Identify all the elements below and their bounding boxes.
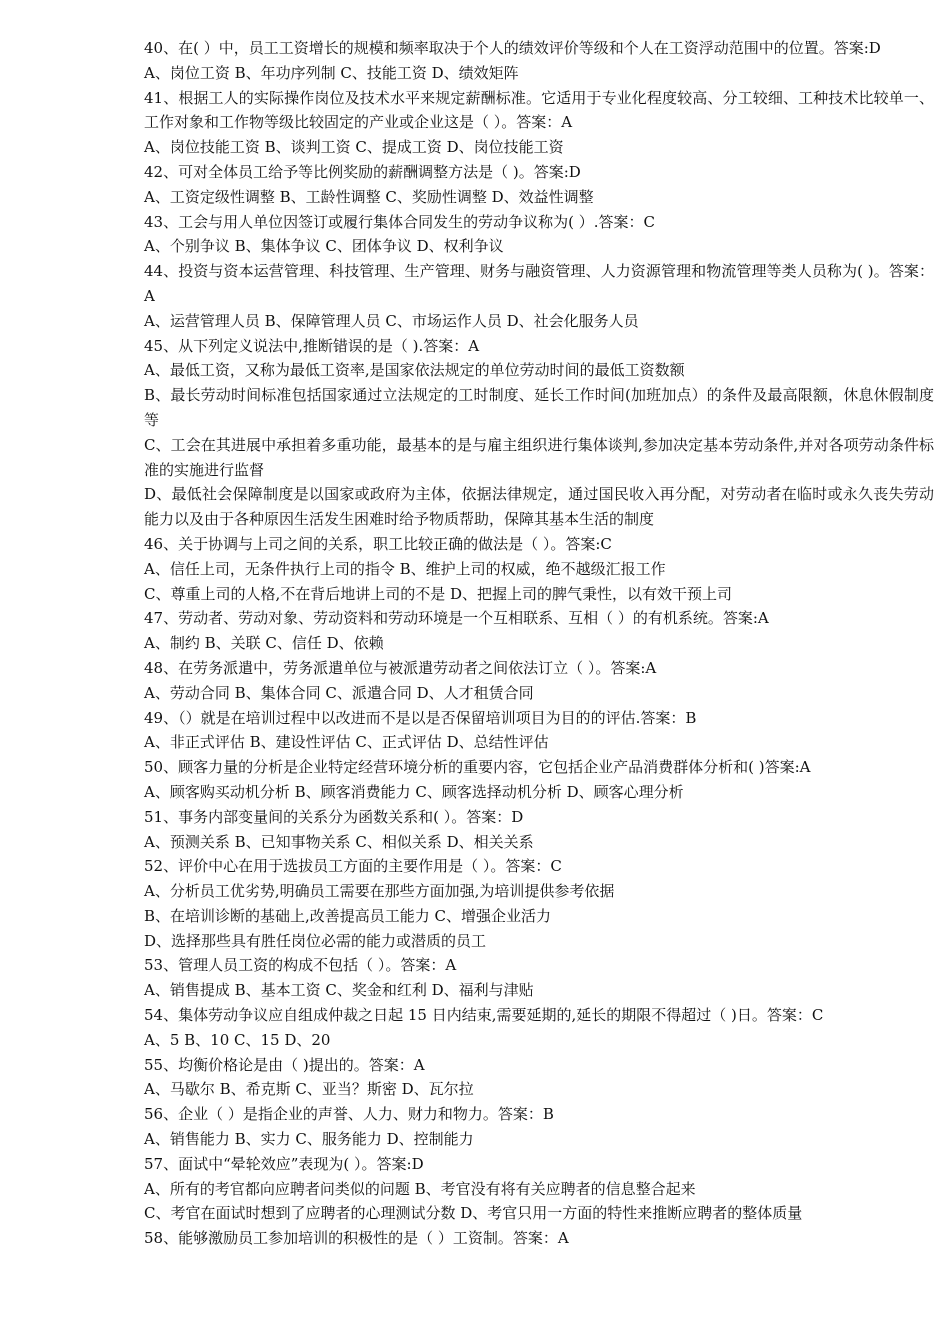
question-46-options-cd: C、尊重上司的人格,不在背后地讲上司的不是 D、把握上司的脾气秉性，以有效干预上司 (144, 584, 733, 603)
question-47-options: A、制约 B、关联 C、信任 D、依赖 (144, 634, 384, 653)
question-45-option-a: A、最低工资，又称为最低工资率,是国家依法规定的单位劳动时间的最低工资数额 (144, 361, 685, 380)
question-54-options: A、5 B、10 C、15 D、20 (144, 1030, 331, 1049)
question-54-stem: 54、集体劳动争议应自组成仲裁之日起 15 日内结束,需要延期的,延长的期限不得超过（ )日。答案：C (144, 1006, 824, 1025)
question-45-stem: 45、从下列定义说法中,推断错误的是（ ).答案：A (144, 336, 480, 355)
question-57-stem: 57、面试中“晕轮效应”表现为( ）。答案:D (144, 1154, 424, 1173)
question-40-stem: 40、在( ）中，员工工资增长的规模和频率取决于个人的绩效评价等级和个人在工资浮动范围中的位置。答案:D (144, 39, 881, 57)
question-48-stem: 48、在劳务派遣中，劳务派遣单位与被派遣劳动者之间依法订立（ ）。答案:A (144, 658, 657, 677)
question-47-stem: 47、劳动者、劳动对象、劳动资料和劳动环境是一个互相联系、互相（ ）的有机系统。答案:A (144, 609, 769, 628)
question-50-stem: 50、顾客力量的分析是企业特定经营环境分析的重要内容，它包括企业产品消费群体分析和( )答案:A (144, 758, 811, 777)
question-52-option-d: D、选择那些具有胜任岗位必需的能力或潜质的员工 (144, 931, 487, 950)
question-55-options: A、马歇尔 B、希克斯 C、亚当？斯密 D、瓦尔拉 (144, 1080, 474, 1099)
question-49-stem: 49、（）就是在培训过程中以改进而不是以是否保留培训项目为目的的评估.答案：B (144, 708, 697, 727)
question-44-stem: 44、投资与资本运营管理、科技管理、生产管理、财务与融资管理、人力资源管理和物流管理等类人员称为( )。答案：A (144, 262, 934, 305)
question-46-stem: 46、关于协调与上司之间的关系，职工比较正确的做法是（ ）。答案:C (144, 534, 612, 553)
question-49-options: A、非正式评估 B、建设性评估 C、正式评估 D、总结性评估 (144, 733, 549, 752)
question-57-options-ab: A、所有的考官都向应聘者问类似的问题 B、考官没有将有关应聘者的信息整合起来 (144, 1179, 696, 1198)
question-43-options: A、个别争议 B、集体争议 C、团体争议 D、权利争议 (144, 237, 504, 256)
question-52-stem: 52、评价中心在用于选拔员工方面的主要作用是（ ）。答案：C (144, 857, 562, 876)
document-page (144, 36, 934, 1251)
question-57-options-cd: C、考官在面试时想到了应聘者的心理测试分数 D、考官只用一方面的特性来推断应聘者的整体质量 (144, 1204, 803, 1223)
question-51-stem: 51、事务内部变量间的关系分为函数关系和( ）。答案：D (144, 807, 524, 826)
question-53-options: A、销售提成 B、基本工资 C、奖金和红利 D、福利与津贴 (144, 981, 534, 1000)
question-48-options: A、劳动合同 B、集体合同 C、派遣合同 D、人才租赁合同 (144, 683, 534, 702)
question-44-options: A、运营管理人员 B、保障管理人员 C、市场运作人员 D、社会化服务人员 (144, 311, 639, 330)
question-52-options-bc: B、在培训诊断的基础上,改善提高员工能力 C、增强企业活力 (144, 906, 552, 925)
question-41-options: A、岗位技能工资 B、谈判工资 C、提成工资 D、岗位技能工资 (144, 138, 564, 157)
question-40-options: A、岗位工资 B、年功序列制 C、技能工资 D、绩效矩阵 (144, 63, 519, 82)
question-46-options-ab: A、信任上司，无条件执行上司的指令 B、维护上司的权威，绝不越级汇报工作 (144, 559, 666, 578)
question-56-options: A、销售能力 B、实力 C、服务能力 D、控制能力 (144, 1130, 474, 1149)
question-42-stem: 42、可对全体员工给予等比例奖励的薪酬调整方法是（ )。答案:D (144, 162, 581, 181)
question-45-option-d: D、最低社会保障制度是以国家或政府为主体，依据法律规定，通过国民收入再分配，对劳动者在临时或永久丧失劳动能力以及由于各种原因生活发生困难时给予物质帮助，保障其基本生活的制度 (144, 485, 934, 529)
question-52-option-a: A、分析员工优劣势,明确员工需要在那些方面加强,为培训提供参考依据 (144, 882, 615, 901)
question-55-stem: 55、均衡价格论是由（ )提出的。答案：A (144, 1055, 425, 1074)
question-58-stem: 58、能够激励员工参加培训的积极性的是（ ）工资制。答案：A (144, 1229, 569, 1248)
question-56-stem: 56、企业（ ）是指企业的声誉、人力、财力和物力。答案：B (144, 1105, 554, 1124)
question-42-options: A、工资定级性调整 B、工龄性调整 C、奖励性调整 D、效益性调整 (144, 187, 594, 206)
question-41-stem: 41、根据工人的实际操作岗位及技术水平来规定薪酬标准。它适用于专业化程度较高、分工较细、工种技术比较单一、工作对象和工作物等级比较固定的产业或企业这是（ ）。答案：A (144, 88, 934, 132)
question-43-stem: 43、工会与用人单位因签订或履行集体合同发生的劳动争议称为( ）.答案：C (144, 212, 655, 231)
question-53-stem: 53、管理人员工资的构成不包括（ ）。答案：A (144, 956, 457, 975)
question-45-option-b: B、最长劳动时间标准包括国家通过立法规定的工时制度、延长工作时间(加班加点）的条件及最高限额，休息休假制度等 (144, 386, 934, 429)
question-45-option-c: C、工会在其进展中承担着多重功能，最基本的是与雇主组织进行集体谈判,参加决定基本劳动条件,并对各项劳动条件标准的实施进行监督 (144, 435, 934, 479)
question-51-options: A、预测关系 B、已知事物关系 C、相似关系 D、相关关系 (144, 832, 534, 851)
question-50-options: A、顾客购买动机分析 B、顾客消费能力 C、顾客选择动机分析 D、顾客心理分析 (144, 782, 684, 801)
